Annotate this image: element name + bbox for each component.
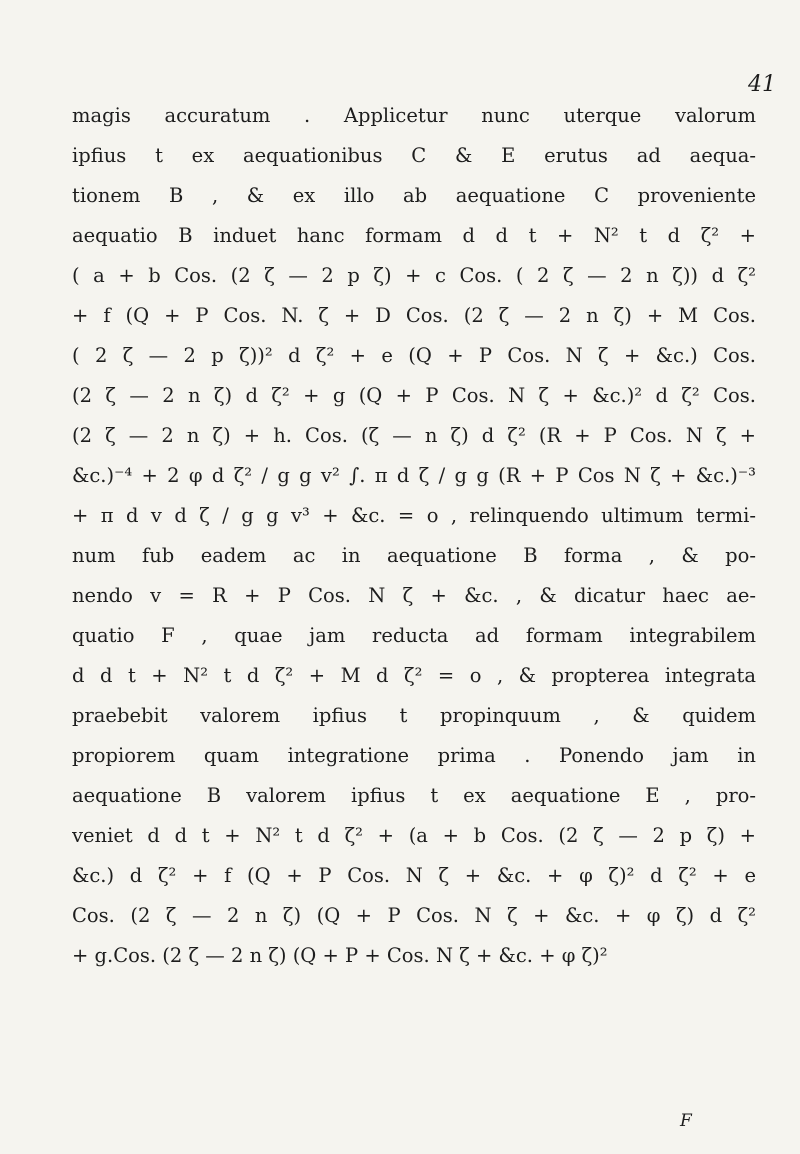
text-line: (2 ζ — 2 n ζ) + h. Cos. (ζ — n ζ) d ζ² (R + P Cos. N ζ + bbox=[72, 424, 756, 447]
signature-mark: F bbox=[680, 1111, 692, 1131]
text-line: propiorem quam integratione prima . Ponendo jam in bbox=[72, 744, 756, 767]
text-line: ( a + b Cos. (2 ζ — 2 p ζ) + c Cos. ( 2 ζ — 2 n ζ)) d ζ² bbox=[72, 264, 756, 287]
text-line: ipfius t ex aequationibus C & E erutus ad aequa- bbox=[72, 144, 756, 167]
text-line: nendo v = R + P Cos. N ζ + &c. , & dicatur haec ae- bbox=[72, 584, 756, 607]
text-block bbox=[72, 96, 756, 976]
text-line: aequatio B induet hanc formam d d t + N² t d ζ² + bbox=[72, 224, 756, 247]
text-line: (2 ζ — 2 n ζ) d ζ² + g (Q + P Cos. N ζ + &c.)² d ζ² Cos. bbox=[72, 384, 756, 407]
page-number: 41 bbox=[748, 72, 776, 97]
text-line: tionem B , & ex illo ab aequatione C proveniente bbox=[72, 184, 756, 207]
text-line: aequatione B valorem ipfius t ex aequatione E , pro- bbox=[72, 784, 756, 807]
text-line: + π d v d ζ / g g v³ + &c. = o , relinquendo ultimum termi- bbox=[72, 504, 756, 527]
text-line: &c.) d ζ² + f (Q + P Cos. N ζ + &c. + φ ζ)² d ζ² + e bbox=[72, 864, 756, 887]
text-line: + g.Cos. (2 ζ — 2 n ζ) (Q + P + Cos. N ζ + &c. + φ ζ)² bbox=[72, 944, 608, 967]
text-line: quatio F , quae jam reducta ad formam integrabilem bbox=[72, 624, 756, 647]
text-line: Cos. (2 ζ — 2 n ζ) (Q + P Cos. N ζ + &c. + φ ζ) d ζ² bbox=[72, 904, 756, 927]
text-line: d d t + N² t d ζ² + M d ζ² = o , & propterea integrata bbox=[72, 664, 756, 687]
text-line: ( 2 ζ — 2 p ζ))² d ζ² + e (Q + P Cos. N ζ + &c.) Cos. bbox=[72, 344, 756, 367]
text-line: &c.)⁻⁴ + 2 φ d ζ² / g g v² ∫. π d ζ / g g (R + P Cos N ζ + &c.)⁻³ bbox=[72, 464, 756, 487]
text-line: praebebit valorem ipfius t propinquum , & quidem bbox=[72, 704, 756, 727]
text-line: magis accuratum . Applicetur nunc uterque valorum bbox=[72, 104, 756, 127]
text-line: num fub eadem ac in aequatione B forma , & po- bbox=[72, 544, 756, 567]
text-line: veniet d d t + N² t d ζ² + (a + b Cos. (2 ζ — 2 p ζ) + bbox=[72, 824, 756, 847]
text-line: + f (Q + P Cos. N. ζ + D Cos. (2 ζ — 2 n ζ) + M Cos. bbox=[72, 304, 756, 327]
